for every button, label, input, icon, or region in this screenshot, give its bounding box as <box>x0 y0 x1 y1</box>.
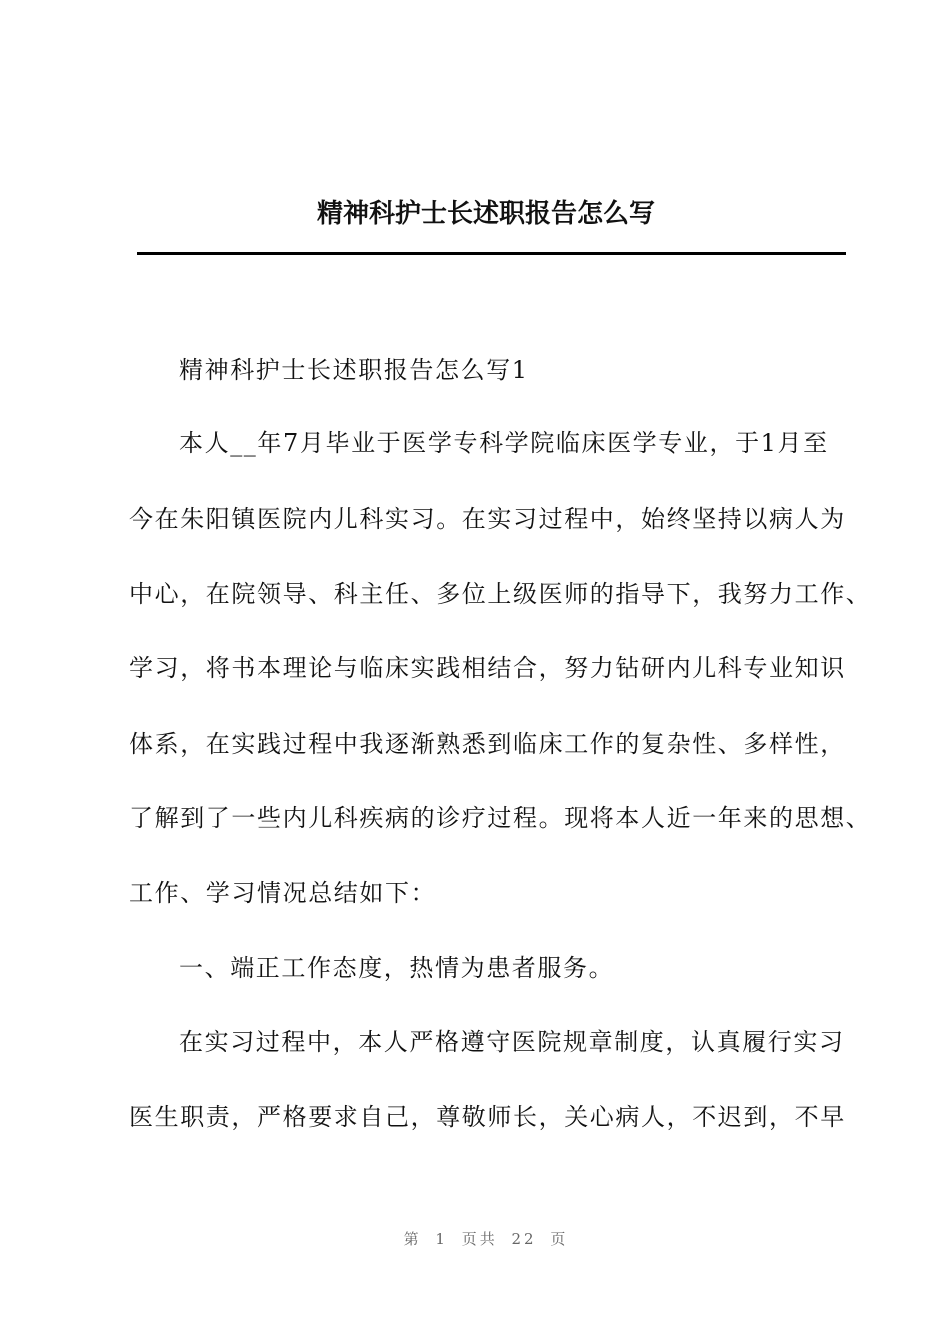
title-underline <box>137 252 846 255</box>
paragraph-line: 中心，在院领导、科主任、多位上级医师的指导下，我努力工作、 <box>129 580 872 608</box>
paragraph-line: 工作、学习情况总结如下： <box>129 879 437 907</box>
paragraph-line: 今在朱阳镇医院内儿科实习。在实习过程中，始终坚持以病人为 <box>129 505 846 533</box>
section-heading: 精神科护士长述职报告怎么写1 <box>179 356 529 384</box>
paragraph-line: 学习，将书本理论与临床实践相结合，努力钻研内儿科专业知识 <box>129 654 846 682</box>
paragraph-line: 医生职责，严格要求自己，尊敬师长，关心病人，不迟到，不早 <box>129 1103 846 1131</box>
paragraph-line: 体系，在实践过程中我逐渐熟悉到临床工作的复杂性、多样性， <box>129 730 846 758</box>
paragraph-line: 本人__年7月毕业于医学专科学院临床医学专业，于1月至 <box>179 429 829 457</box>
paragraph-line: 在实习过程中，本人严格遵守医院规章制度，认真履行实习 <box>179 1028 845 1056</box>
paragraph-line: 了解到了一些内儿科疾病的诊疗过程。现将本人近一年来的思想、 <box>129 804 872 832</box>
page-number-footer: 第 1 页共 22 页 <box>403 1230 569 1248</box>
document-title: 精神科护士长述职报告怎么写 <box>316 199 655 229</box>
subsection-heading: 一、端正工作态度，热情为患者服务。 <box>179 954 615 982</box>
